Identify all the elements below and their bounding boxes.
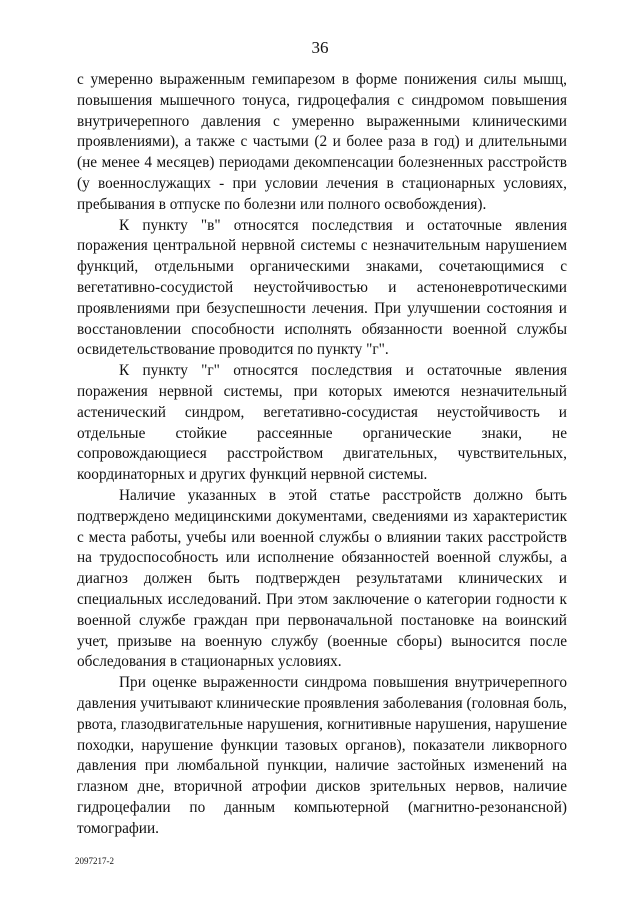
paragraph-item-v: К пункту "в" относятся последствия и остаточные явления поражения центральной нервной системы с незначительным нарушением функций, отдельными органическими знаками, сочетающимися с вегетативно-сосудистой неустойчивостью и астеноневротическими проявлениями при безуспешности лечения. При улучшении состояния и восстановлении способности исполнять обязанности военной службы освидетельствование проводится по пункту "г".: [77, 216, 567, 359]
paragraph-confirmation: Наличие указанных в этой статье расстройств должно быть подтверждено медицинскими документами, сведениями из характеристик с места работы, учебы или военной службы о влиянии таких расстройств на трудоспособность или исполнение обязанностей военной службы, а диагноз должен быть подтвержден результатами клинических и специальных исследований. При этом заключение о категории годности к военной службе граждан при первоначальной постановке на воинский учет, призыве на военную службу (военные сборы) выносится после обследования в стационарных условиях.: [77, 486, 567, 671]
page-number: 36: [311, 38, 329, 57]
paragraph-intracranial-pressure: При оценке выраженности синдрома повышения внутричерепного давления учитывают клинические проявления заболевания (головная боль, рвота, глазодвигательные нарушения, когнитивные нарушения, нарушение походки, нарушение функции тазовых органов), показатели ликворного давления при люмбальной пункции, наличие застойных изменений на глазном дне, вторичной атрофии дисков зрительных нервов, наличие гидроцефалии по данным компьютерной (магнитно-резонансной) томографии.: [77, 674, 567, 837]
paragraph-item-g: К пункту "г" относятся последствия и остаточные явления поражения нервной системы, при которых имеются незначительный астенический синдром, вегетативно-сосудистая неустойчивость и отдельные стойкие рассеянные органические знаки, не сопровождающиеся расстройством двигательных, чувствительных, координаторных и других функций нервной системы.: [77, 362, 567, 484]
document-code: 2097217-2: [75, 856, 114, 866]
document-body: [77, 70, 567, 839]
paragraph-continuation: с умеренно выраженным гемипарезом в форме понижения силы мышц, повышения мышечного тонуса, гидроцефалия с синдромом повышения внутричерепного давления с умеренно выраженными клиническими проявлениями), а также с частыми (2 и более раза в год) и длительными (не менее 4 месяцев) периодами декомпенсации болезненных расстройств (у военнослужащих - при условии лечения в стационарных условиях, пребывания в отпуске по болезни или полного освобождения).: [77, 71, 567, 213]
